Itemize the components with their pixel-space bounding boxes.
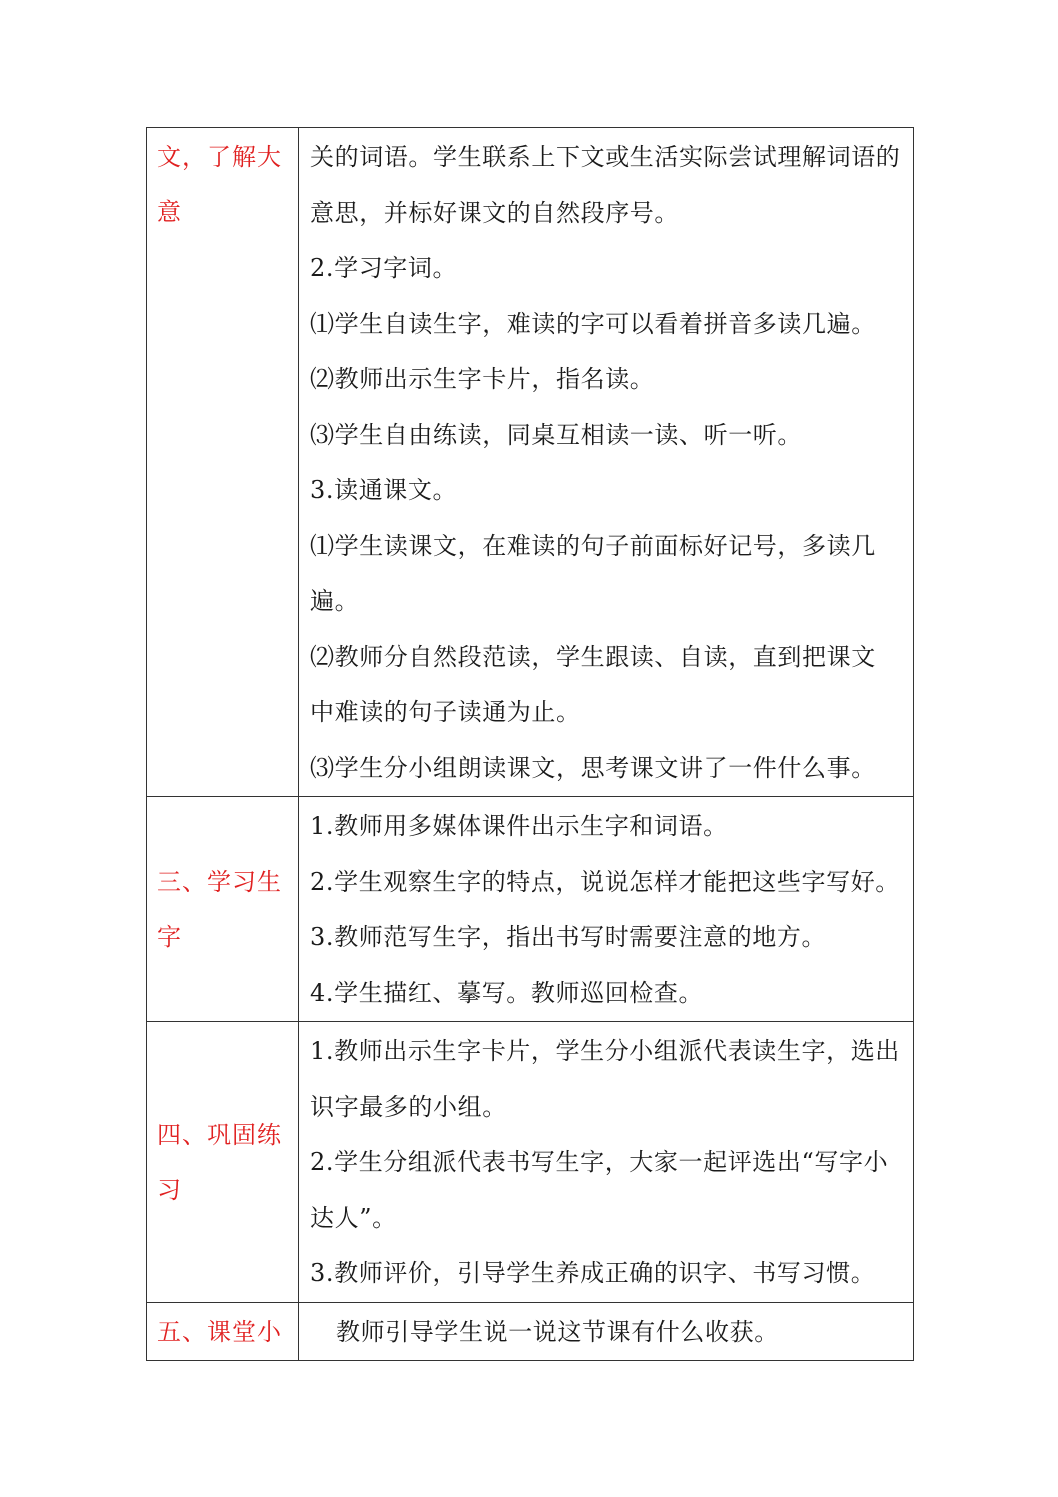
content-line: ⑵教师分自然段范读，学生跟读、自读，直到把课文: [310, 642, 876, 671]
stage-label: 三、学习生字: [157, 868, 282, 951]
stage-label: 文，了解大意: [157, 143, 282, 226]
stage-cell: [147, 1302, 299, 1361]
table-row: [147, 128, 914, 797]
stage-label: 四、巩固练习: [157, 1120, 282, 1204]
table-row: [147, 797, 914, 1022]
content-line: ⑶学生分小组朗读课文，思考课文讲了一件什么事。: [310, 753, 876, 782]
content-line: 识字最多的小组。: [310, 1092, 507, 1121]
stage-cell: [147, 1022, 299, 1303]
content-cell: [299, 1022, 914, 1303]
content-line: 1.教师出示生字卡片，学生分小组派代表读生字，选出: [310, 1037, 900, 1065]
content-line: 3.教师评价，引导学生养成正确的识字、书写习惯。: [310, 1259, 876, 1287]
content-line: 2.学习字词。: [310, 254, 458, 282]
content-line: 1.教师用多媒体课件出示生字和词语。: [310, 812, 728, 840]
content-line: 3.读通课文。: [310, 476, 458, 504]
stage-label: 五、课堂小: [157, 1317, 282, 1346]
table-row: [147, 1022, 914, 1303]
content-line: 2.学生观察生字的特点，说说怎样才能把这些字写好。: [310, 867, 900, 896]
content-line: 3.教师范写生字，指出书写时需要注意的地方。: [310, 923, 827, 951]
content-line: 教师引导学生说一说这节课有什么收获。: [336, 1317, 779, 1346]
content-cell: [299, 797, 914, 1022]
content-line: ⑴学生自读生字，难读的字可以看着拼音多读几遍。: [310, 309, 876, 338]
content-line: ⑵教师出示生字卡片，指名读。: [310, 365, 655, 393]
stage-cell: [147, 128, 299, 797]
content-line: 中难读的句子读通为止。: [310, 698, 581, 726]
content-line: 2.学生分组派代表书写生字，大家一起评选出“写字小: [310, 1148, 889, 1176]
stage-cell: [147, 797, 299, 1022]
content-cell: [299, 1302, 914, 1361]
content-line: 达人”。: [310, 1203, 397, 1232]
content-line: 关的词语。学生联系上下文或生活实际尝试理解词语的: [310, 143, 901, 171]
content-line: 4.学生描红、摹写。教师巡回检查。: [310, 978, 704, 1007]
content-line: 意思，并标好课文的自然段序号。: [310, 198, 679, 227]
table-row: [147, 1302, 914, 1361]
lesson-plan-table: [146, 127, 914, 1361]
content-line: ⑶学生自由练读，同桌互相读一读、听一听。: [310, 420, 802, 449]
content-line: ⑴学生读课文，在难读的句子前面标好记号，多读几: [310, 531, 876, 560]
content-line: 遍。: [310, 587, 360, 615]
content-cell: [299, 128, 914, 797]
